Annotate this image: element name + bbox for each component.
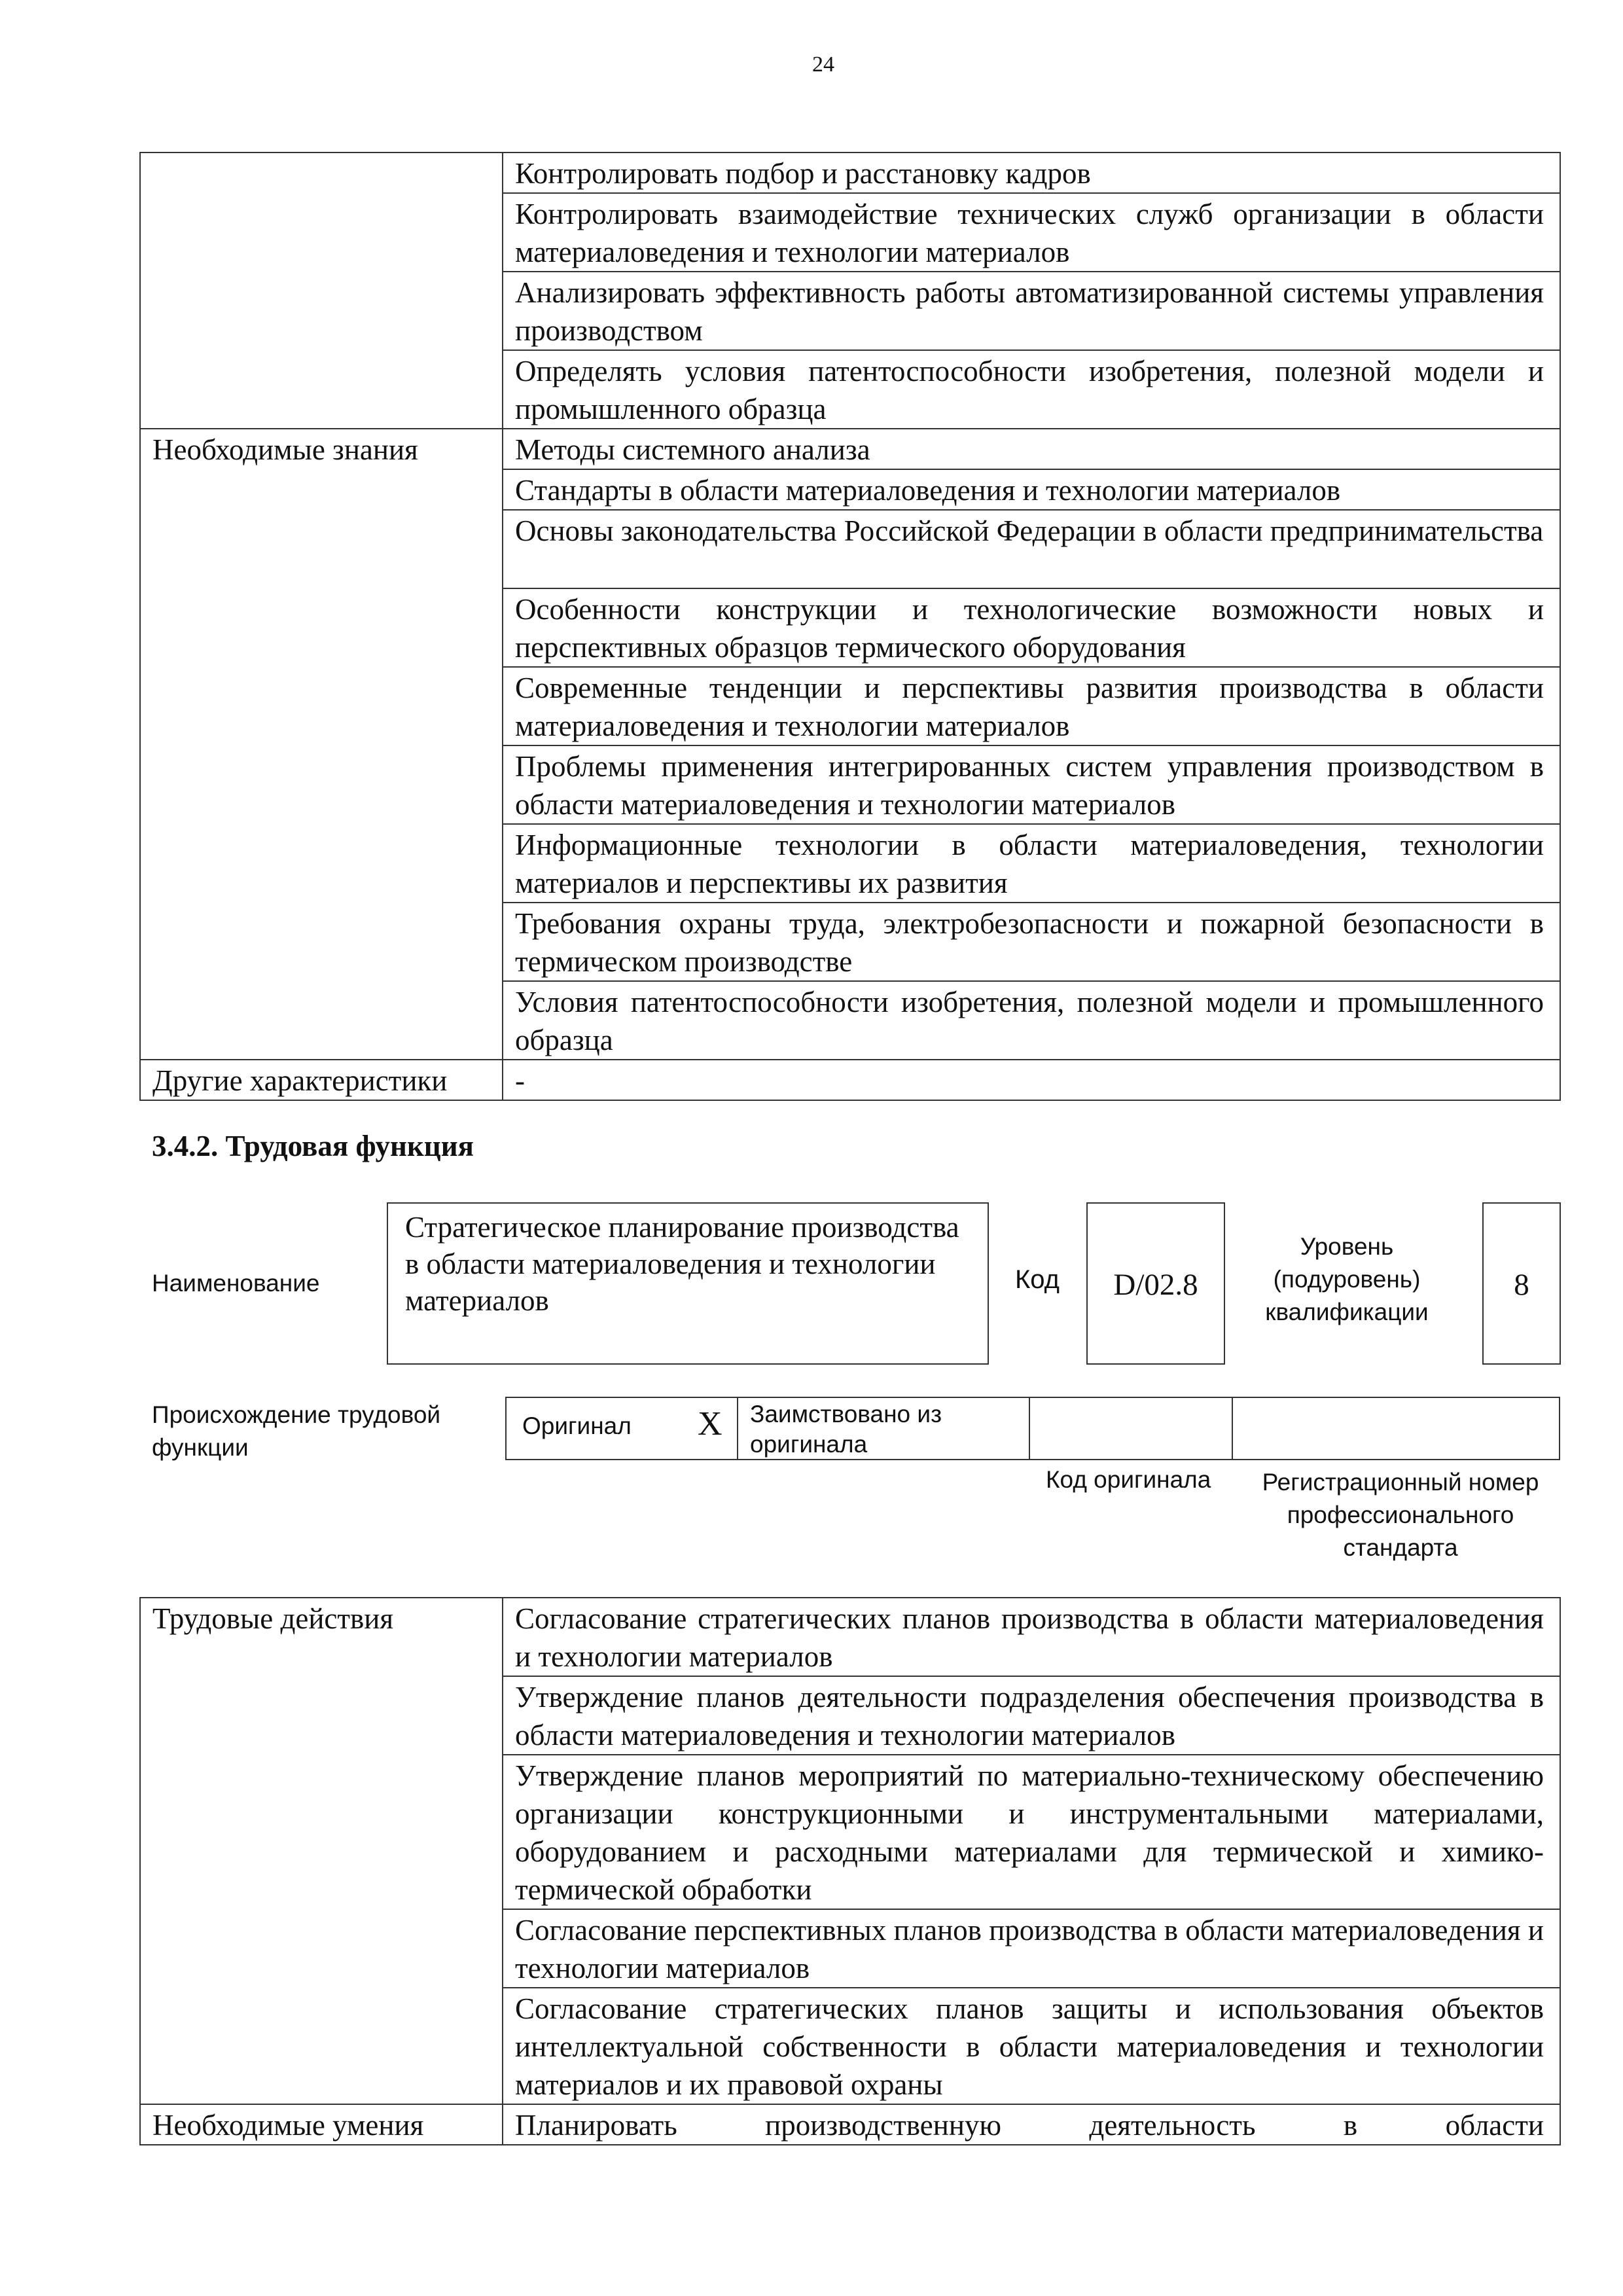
knowledge-item: Основы законодательства Российской Федерации в области предпринимательства <box>503 510 1560 588</box>
origin-original-cell <box>505 1397 738 1460</box>
level-value: 8 <box>1514 1268 1529 1302</box>
code-value-box <box>1086 1202 1225 1365</box>
knowledge-item: Методы системного анализа <box>503 429 1560 469</box>
other-characteristics-label: Другие характеристики <box>140 1060 503 1100</box>
knowledge-item: Современные тенденции и перспективы развития производства в области материаловедения и технологии материалов <box>503 667 1560 745</box>
knowledge-item: Информационные технологии в области материаловедения, технологии материалов и перспективы их развития <box>503 824 1560 903</box>
code-label: Код <box>1015 1265 1060 1294</box>
level-value-box <box>1482 1202 1561 1365</box>
origin-reg-number-cell <box>1232 1397 1560 1460</box>
knowledge-item: Условия патентоспособности изобретения, полезной модели и промышленного образца <box>503 981 1560 1060</box>
origin-reg-caption: Регистрационный номер профессионального стандарта <box>1262 1469 1539 1561</box>
original-mark: X <box>698 1405 722 1443</box>
page-number: 24 <box>812 52 834 77</box>
skill-item: Планировать производственную деятельность в области <box>503 2104 1560 2145</box>
section-heading: 3.4.2. Трудовая функция <box>152 1130 474 1162</box>
action-item: Согласование стратегических планов защиты и использования объектов интеллектуальной собственности в области материаловедения и технологии материалов и их правовой охраны <box>503 1988 1560 2104</box>
skill-item: Контролировать взаимодействие технических служб организации в области материаловедения и технологии материалов <box>503 193 1560 272</box>
skills-continued-label-cell <box>140 152 503 429</box>
knowledge-label: Необходимые знания <box>140 429 503 1060</box>
level-label: Уровень (подуровень) квалификации <box>1265 1233 1429 1325</box>
skill-item: Определять условия патентоспособности изобретения, полезной модели и промышленного образца <box>503 350 1560 429</box>
name-label: Наименование <box>152 1270 320 1297</box>
actions-label: Трудовые действия <box>140 1598 503 2104</box>
knowledge-item: Стандарты в области материаловедения и технологии материалов <box>503 469 1560 510</box>
origin-borrowed-cell <box>737 1397 1030 1460</box>
borrowed-label: Заимствовано из оригинала <box>750 1401 942 1458</box>
origin-code-caption: Код оригинала <box>1046 1466 1211 1493</box>
action-item: Согласование перспективных планов производства в области материаловедения и технологии материалов <box>503 1909 1560 1988</box>
original-label: Оригинал <box>522 1412 632 1439</box>
skill-item: Анализировать эффективность работы автоматизированной системы управления производством <box>503 272 1560 350</box>
action-item: Утверждение планов мероприятий по материально-техническому обеспечению организации конструкционными и инструментальными материалами, оборудованием и расходными материалами для термической и химико-термической обработки <box>503 1755 1560 1909</box>
requirements-table-top <box>139 152 1561 1101</box>
name-value: Стратегическое планирование производства в области материаловедения и технологии материалов <box>405 1211 959 1317</box>
action-item: Согласование стратегических планов производства в области материаловедения и технологии материалов <box>503 1598 1560 1676</box>
action-item: Утверждение планов деятельности подразделения обеспечения производства в области материаловедения и технологии материалов <box>503 1676 1560 1755</box>
knowledge-item: Проблемы применения интегрированных систем управления производством в области материаловедения и технологии материалов <box>503 745 1560 824</box>
origin-label: Происхождение трудовой функции <box>152 1401 441 1461</box>
knowledge-item: Требования охраны труда, электробезопасности и пожарной безопасности в термическом производстве <box>503 903 1560 981</box>
origin-code-cell <box>1029 1397 1233 1460</box>
other-characteristics-value: - <box>503 1060 1560 1100</box>
requirements-table-bottom <box>139 1597 1561 2145</box>
code-value: D/02.8 <box>1113 1268 1198 1302</box>
skill-item: Контролировать подбор и расстановку кадров <box>503 152 1560 193</box>
knowledge-item: Особенности конструкции и технологические возможности новых и перспективных образцов термического оборудования <box>503 588 1560 667</box>
skills-label: Необходимые умения <box>140 2104 503 2145</box>
name-value-box <box>387 1202 989 1365</box>
